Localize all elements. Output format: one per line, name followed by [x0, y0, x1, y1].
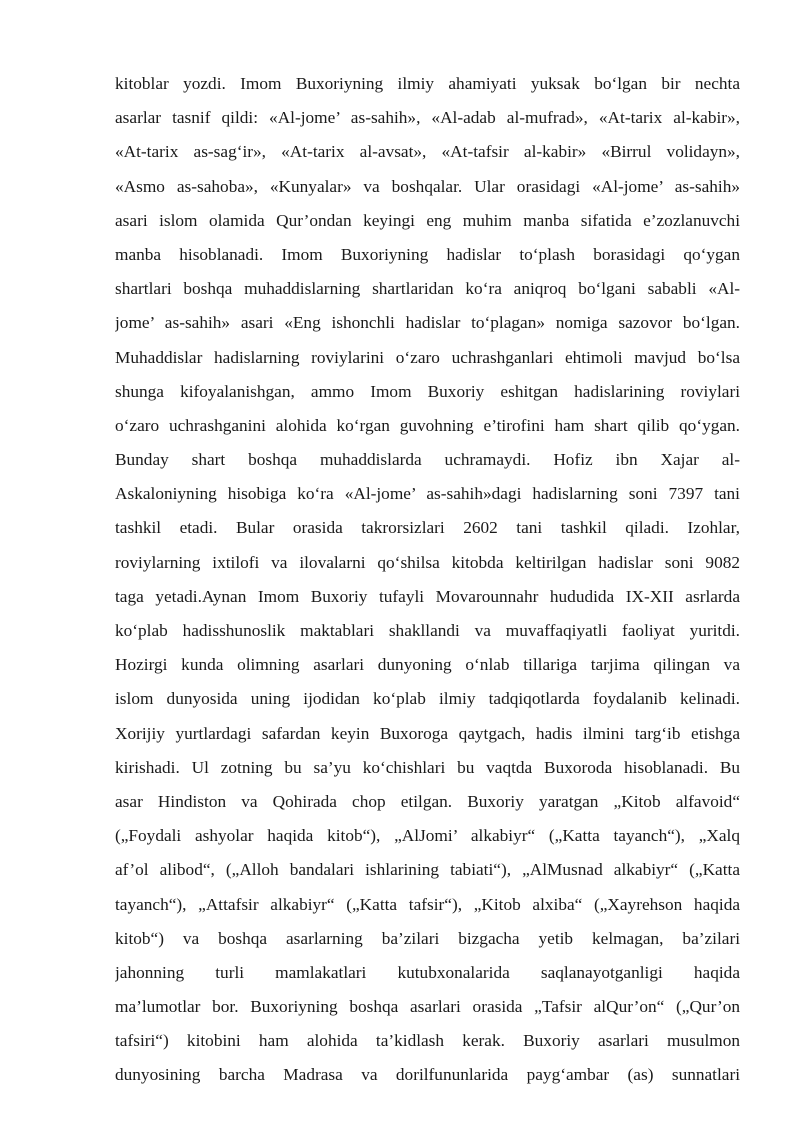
- text-line: Xorijiy yurtlardagi safardan keyin Buxoroga qaytgach, hadis ilmini targ‘ib etishga: [115, 723, 740, 743]
- text-line: kitoblar yozdi. Imom Buxoriyning ilmiy ahamiyati yuksak bo‘lgan bir nechta: [115, 74, 740, 93]
- text-line: tafsiri“) kitobini ham alohida ta’kidlash kerak. Buxoriy asarlari musulmon: [115, 1031, 740, 1051]
- text-line: o‘zaro uchrashganini alohida ko‘rgan guvohning e’tirofini ham shart qilib qo‘ygan.: [115, 415, 740, 435]
- text-line: jahonning turli mamlakatlari kutubxonalarida saqlanayotganligi haqida: [115, 962, 740, 982]
- text-line: dunyosining barcha Madrasa va dorilfununlarida payg‘ambar (as) sunnatlari: [115, 1065, 740, 1085]
- text-line: tashkil etadi. Bular orasida takrorsizlari 2602 tani tashkil qiladi. Izohlar,: [115, 518, 740, 538]
- document-page: [115, 67, 740, 1093]
- text-line: ma’lumotlar bor. Buxoriyning boshqa asarlari orasida „Tafsir alQur’on“ („Qur’on: [115, 997, 740, 1017]
- text-line: tayanch“), „Attafsir alkabiyr“ („Katta tafsir“), „Kitob alxiba“ („Xayrehson haqida: [115, 894, 740, 914]
- text-line: Hozirgi kunda olimning asarlari dunyoning o‘nlab tillariga tarjima qilingan va: [115, 655, 740, 675]
- text-line: manba hisoblanadi. Imom Buxoriyning hadislar to‘plash borasidagi qo‘ygan: [115, 244, 740, 264]
- text-line: jome’ as-sahih» asari «Eng ishonchli hadislar to‘plagan» nomiga sazovor bo‘lgan.: [115, 313, 740, 333]
- text-line: taga yetadi.Aynan Imom Buxoriy tufayli Movarounnahr hududida IX-XII asrlarda: [115, 586, 740, 606]
- text-line: kirishadi. Ul zotning bu sa’yu ko‘chishlari bu vaqtda Buxoroda hisoblanadi. Bu: [115, 757, 740, 777]
- text-line: shunga kifoyalanishgan, ammo Imom Buxoriy eshitgan hadislarining roviylari: [115, 381, 740, 401]
- text-line: «Asmo as-sahoba», «Kunyalar» va boshqalar. Ular orasidagi «Al-jome’ as-sahih»: [115, 176, 740, 196]
- text-line: asarlar tasnif qildi: «Al-jome’ as-sahih», «Al-adab al-mufrad», «At-tarix al-kabir»,: [115, 108, 740, 128]
- text-line: Bunday shart boshqa muhaddislarda uchramaydi. Hofiz ibn Xajar al-: [115, 450, 740, 470]
- text-line: islom dunyosida uning ijodidan ko‘plab ilmiy tadqiqotlarda foydalanib kelinadi.: [115, 689, 740, 709]
- text-line: („Foydali ashyolar haqida kitob“), „AlJomi’ alkabiyr“ („Katta tayanch“), „Xalq: [115, 826, 740, 846]
- text-line: kitob“) va boshqa asarlarning ba’zilari bizgacha yetib kelmagan, ba’zilari: [115, 928, 740, 948]
- text-line: shartlari boshqa muhaddislarning shartlaridan ko‘ra aniqroq bo‘lgani sababli «Al-: [115, 279, 740, 299]
- text-line: ko‘plab hadisshunoslik maktablari shakllandi va muvaffaqiyatli faoliyat yuritdi.: [115, 621, 740, 640]
- text-line: roviylarning ixtilofi va ilovalarni qo‘shilsa kitobda keltirilgan hadislar soni 9082: [115, 552, 740, 572]
- text-line: af’ol alibod“, („Alloh bandalari ishlarining tabiati“), „AlMusnad alkabiyr“ („Katta: [115, 860, 740, 880]
- text-line: asar Hindiston va Qohirada chop etilgan. Buxoriy yaratgan „Kitob alfavoid“: [115, 791, 740, 811]
- text-line: Muhaddislar hadislarning roviylarini o‘zaro uchrashganlari ehtimoli mavjud bo‘lsa: [115, 347, 740, 367]
- text-line: asari islom olamida Qur’ondan keyingi eng muhim manba sifatida e’zozlanuvchi: [115, 210, 740, 230]
- text-line: Askaloniyning hisobiga ko‘ra «Al-jome’ as-sahih»dagi hadislarning soni 7397 tani: [115, 484, 740, 504]
- text-line: «At-tarix as-sag‘ir», «At-tarix al-avsat», «At-tafsir al-kabir» «Birrul volidayn»,: [115, 142, 740, 162]
